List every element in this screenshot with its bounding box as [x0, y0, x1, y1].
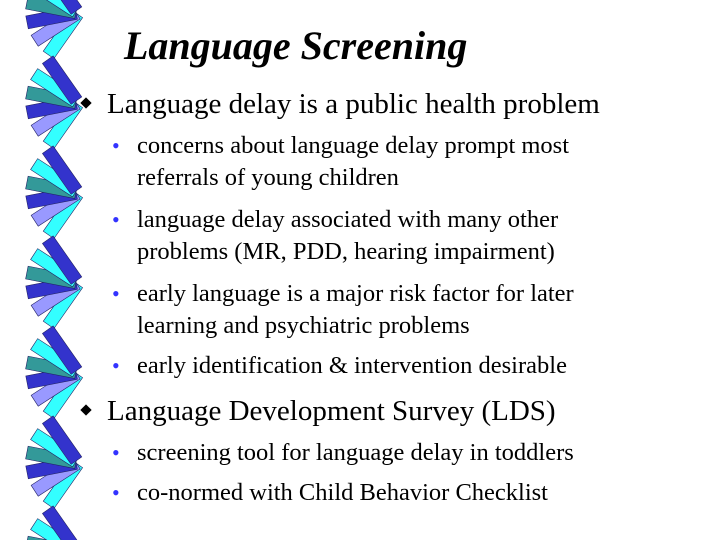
sub-bullet-line: screening tool for language delay in toddlers: [137, 439, 574, 466]
main-bullet-2-text: Language Development Survey (LDS): [107, 395, 556, 427]
fan-segment: [26, 236, 83, 329]
fan-segment: [26, 416, 83, 509]
sub-bullet-1-1: [112, 130, 570, 194]
bullet-dot-icon: •: [112, 353, 120, 378]
fan-segment: [26, 326, 83, 419]
sub-bullet-line: early identification & intervention desirable: [137, 352, 567, 379]
main-bullet-1: [107, 86, 600, 122]
fan-segment: [26, 0, 83, 59]
sub-bullet-line: concerns about language delay prompt most: [137, 132, 570, 159]
sub-bullet-line: problems (MR, PDD, hearing impairment): [137, 238, 555, 265]
bullet-dot-icon: •: [112, 133, 120, 158]
bullet-dot-icon: •: [112, 281, 120, 306]
sub-bullet-1-2: [112, 204, 559, 268]
sub-bullet-line: learning and psychiatric problems: [137, 312, 470, 339]
sub-bullet-1-3: [112, 278, 574, 342]
sub-bullet-line: referrals of young children: [137, 164, 399, 191]
sub-bullet-2-2: [112, 477, 548, 509]
decorative-fan-border: [0, 0, 100, 540]
sub-bullet-line: language delay associated with many other: [137, 206, 559, 233]
fan-segment: [26, 56, 83, 149]
bullet-dot-icon: •: [112, 480, 120, 505]
fan-segment: [26, 506, 83, 540]
sub-bullet-line: early language is a major risk factor for later: [137, 280, 574, 307]
sub-bullet-line: co-normed with Child Behavior Checklist: [137, 479, 548, 506]
slide-title: Language Screening: [124, 23, 468, 68]
sub-bullet-1-4: [112, 350, 567, 382]
bullet-dot-icon: •: [112, 440, 120, 465]
fan-segment: [26, 146, 83, 239]
sub-bullet-2-1: [112, 437, 574, 469]
main-bullet-1-text: Language delay is a public health problem: [107, 88, 600, 120]
main-bullet-2: [107, 393, 556, 429]
bullet-dot-icon: •: [112, 207, 120, 232]
